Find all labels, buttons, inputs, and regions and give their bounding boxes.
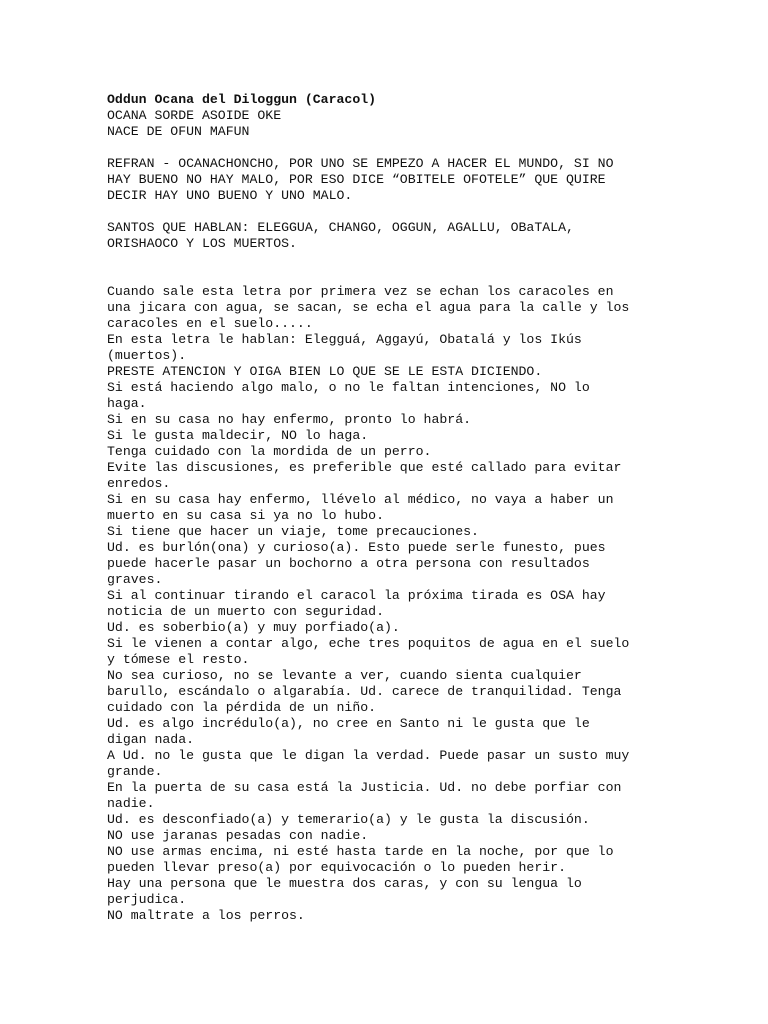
text-line: Evite las discusiones, es preferible que esté callado para evitar [107,460,622,475]
text-line: Tenga cuidado con la mordida de un perro. [107,444,432,459]
text-line: Si en su casa no hay enfermo, pronto lo habrá. [107,412,472,427]
text-line: A Ud. no le gusta que le digan la verdad. Puede pasar un susto muy [107,748,630,763]
text-line: En la puerta de su casa está la Justicia. Ud. no debe porfiar con [107,780,622,795]
text-line: enredos. [107,476,171,491]
document-page [107,92,667,924]
text-line: NO use armas encima, ni esté hasta tarde en la noche, por que lo [107,844,614,859]
text-line: No sea curioso, no se levante a ver, cuando sienta cualquier [107,668,582,683]
text-line: NACE DE OFUN MAFUN [107,124,250,139]
text-line: NO use jaranas pesadas con nadie. [107,828,369,843]
text-line: Si está haciendo algo malo, o no le faltan intenciones, NO lo [107,380,590,395]
document-title: Oddun Ocana del Diloggun (Caracol) [107,92,377,107]
santos-paragraph [107,220,667,252]
text-line: HAY BUENO NO HAY MALO, POR ESO DICE “OBITELE OFOTELE” QUE QUIRE [107,172,606,187]
text-line: Ud. es algo incrédulo(a), no cree en Santo ni le gusta que le [107,716,590,731]
text-line: digan nada. [107,732,195,747]
text-line: PRESTE ATENCION Y OIGA BIEN LO QUE SE LE ESTA DICIENDO. [107,364,543,379]
text-line: Si le gusta maldecir, NO lo haga. [107,428,369,443]
text-line: caracoles en el suelo..... [107,316,313,331]
text-line: Cuando sale esta letra por primera vez se echan los caracoles en [107,284,614,299]
text-line: SANTOS QUE HABLAN: ELEGGUA, CHANGO, OGGUN, AGALLU, OBaTALA, [107,220,574,235]
text-line: pueden llevar preso(a) por equivocación o lo pueden herir. [107,860,566,875]
text-line: NO maltrate a los perros. [107,908,305,923]
text-line: DECIR HAY UNO BUENO Y UNO MALO. [107,188,353,203]
text-line: noticia de un muerto con seguridad. [107,604,384,619]
text-line: grande. [107,764,163,779]
text-line: (muertos). [107,348,187,363]
text-line: Si le vienen a contar algo, eche tres poquitos de agua en el suelo [107,636,630,651]
text-line: cuidado con la pérdida de un niño. [107,700,377,715]
spacer [107,140,667,156]
text-line: y tómese el resto. [107,652,250,667]
spacer [107,204,667,220]
subtitle-block [107,108,667,140]
text-line: nadie. [107,796,155,811]
text-line: haga. [107,396,147,411]
body-text [107,284,667,924]
text-line: Ud. es desconfiado(a) y temerario(a) y le gusta la discusión. [107,812,590,827]
text-line: barullo, escándalo o algarabía. Ud. carece de tranquilidad. Tenga [107,684,622,699]
text-line: Ud. es soberbio(a) y muy porfiado(a). [107,620,400,635]
text-line: OCANA SORDE ASOIDE OKE [107,108,282,123]
text-line: perjudica. [107,892,187,907]
text-line: Si en su casa hay enfermo, llévelo al médico, no vaya a haber un [107,492,614,507]
text-line: Si tiene que hacer un viaje, tome precauciones. [107,524,479,539]
text-line: ORISHAOCO Y LOS MUERTOS. [107,236,297,251]
text-line: puede hacerle pasar un bochorno a otra persona con resultados [107,556,590,571]
text-line: En esta letra le hablan: Elegguá, Aggayú, Obatalá y los Ikús [107,332,582,347]
spacer [107,252,667,284]
text-line: Hay una persona que le muestra dos caras, y con su lengua lo [107,876,582,891]
text-line: una jicara con agua, se sacan, se echa el agua para la calle y los [107,300,630,315]
refran-paragraph [107,156,667,204]
text-line: graves. [107,572,163,587]
text-line: REFRAN - OCANACHONCHO, POR UNO SE EMPEZO A HACER EL MUNDO, SI NO [107,156,614,171]
text-line: Si al continuar tirando el caracol la próxima tirada es OSA hay [107,588,606,603]
text-line: Ud. es burlón(ona) y curioso(a). Esto puede serle funesto, pues [107,540,606,555]
text-line: muerto en su casa si ya no lo hubo. [107,508,384,523]
